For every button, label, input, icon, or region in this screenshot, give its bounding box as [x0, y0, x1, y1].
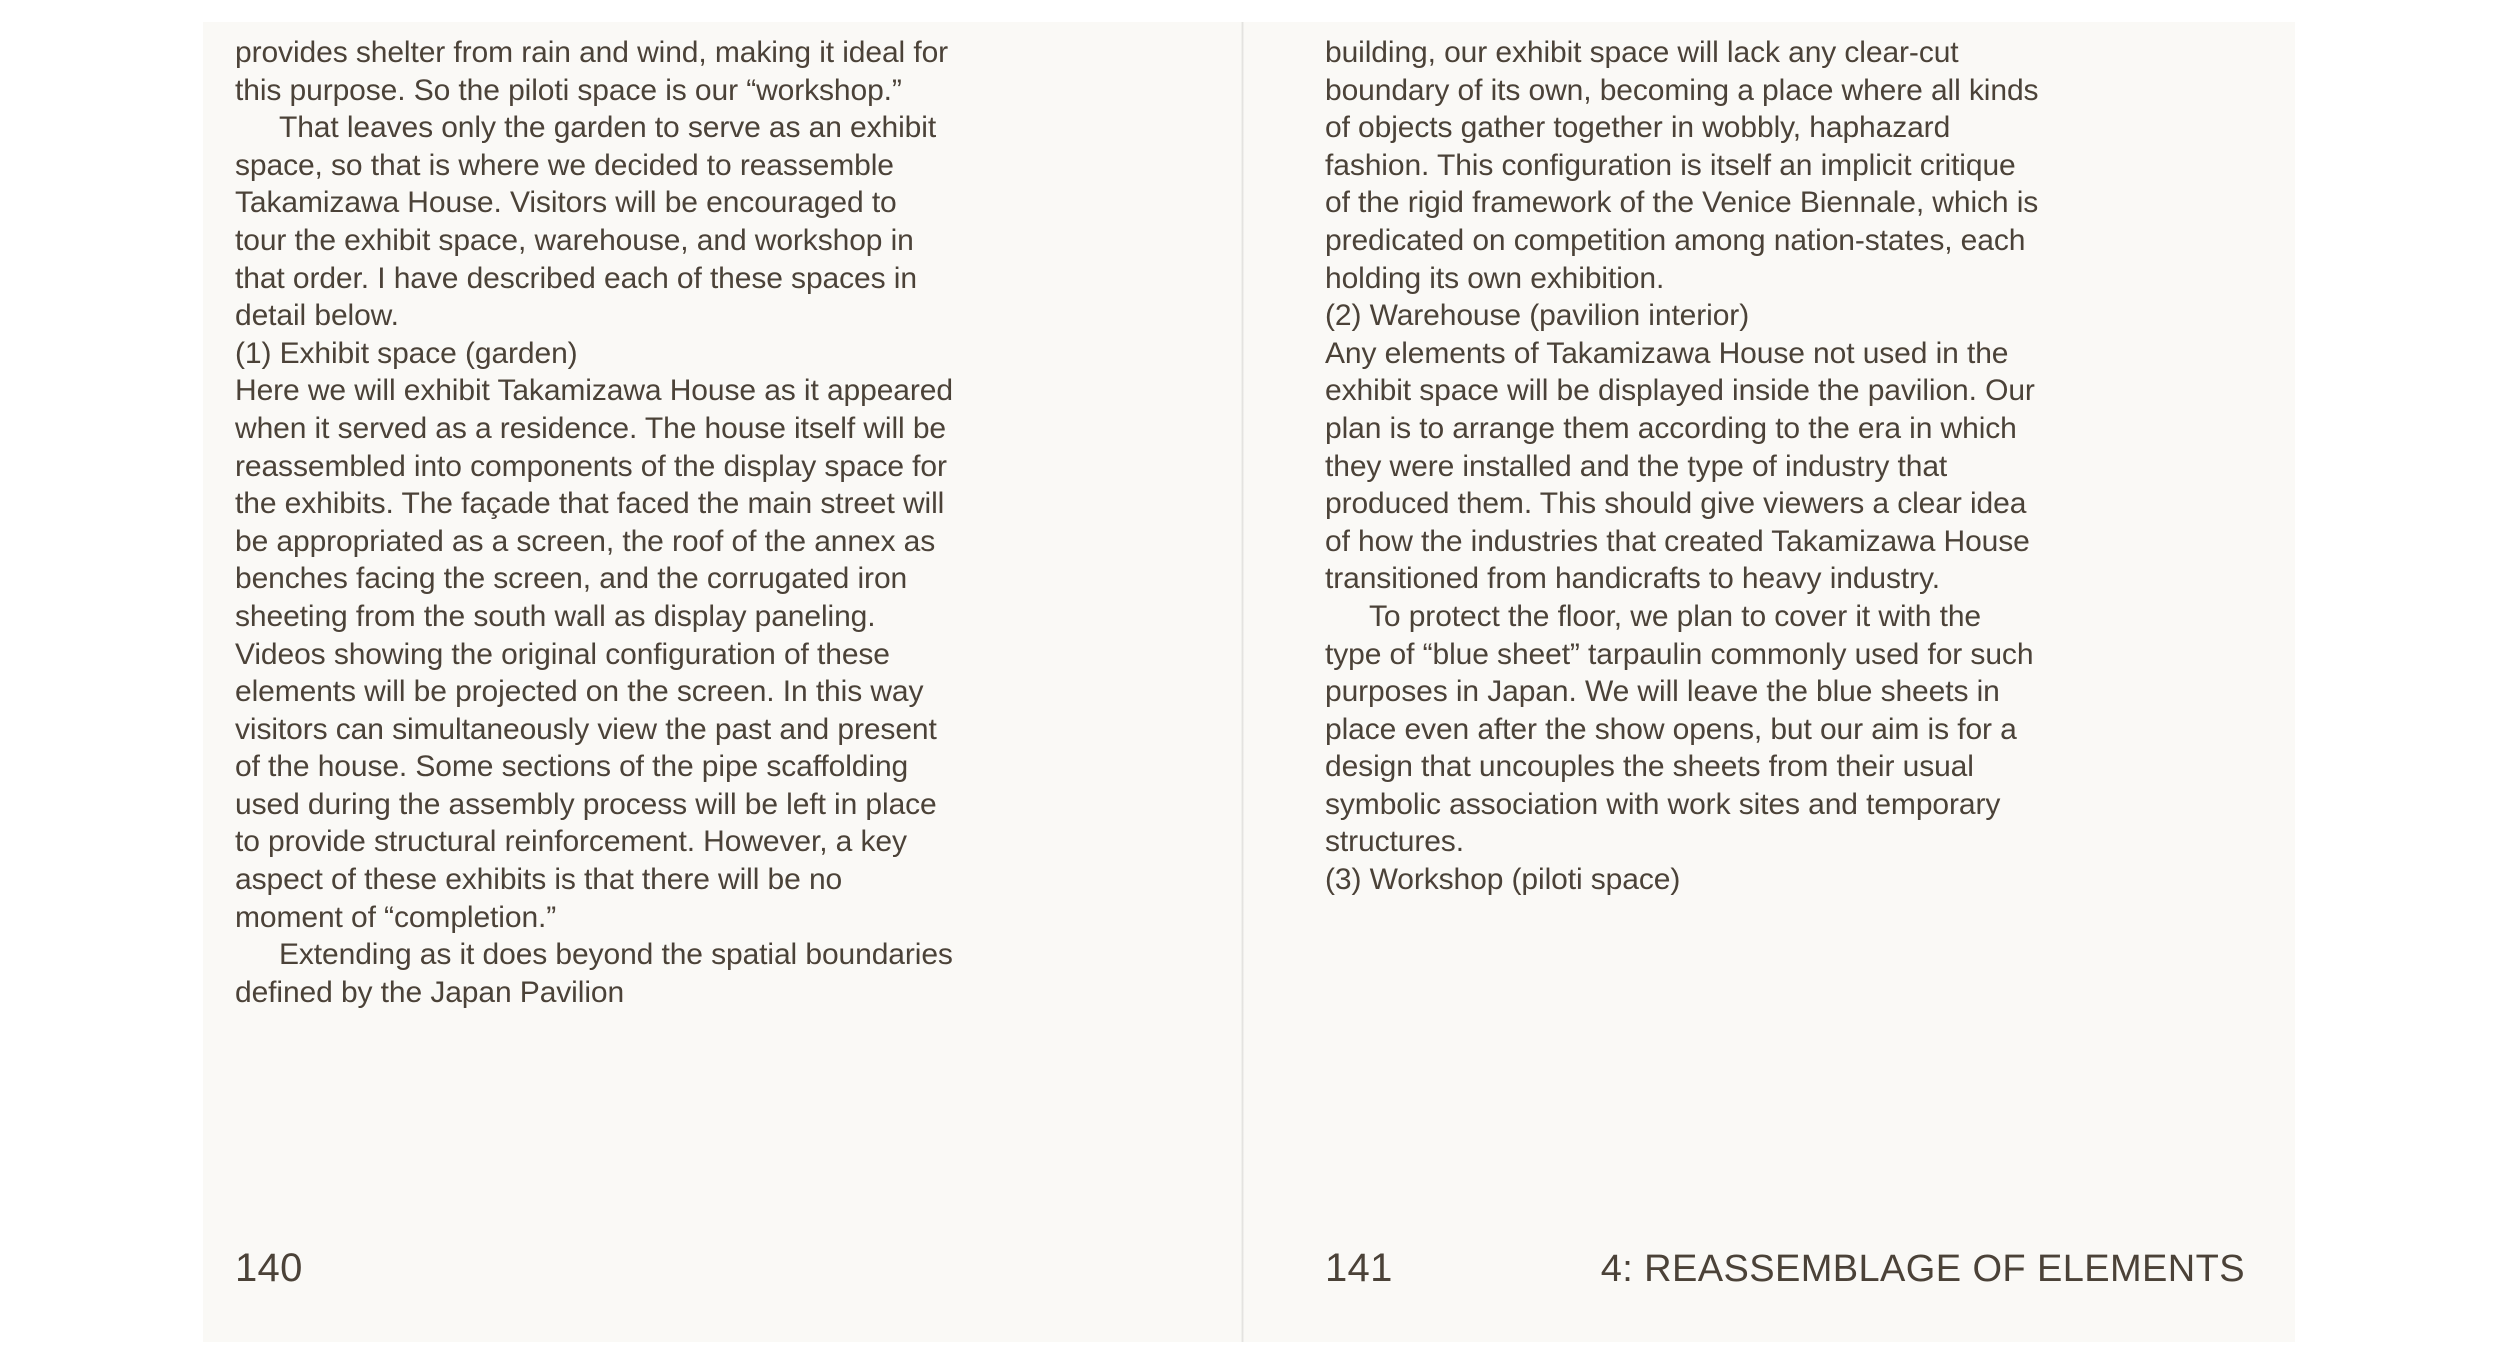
right-page-textblock	[1325, 34, 2045, 899]
right-page	[1244, 22, 2295, 1342]
left-page-footer	[235, 1246, 1215, 1294]
paragraph: Extending as it does beyond the spatial boundaries defined by the Japan Pavilion	[235, 938, 953, 1009]
paragraph: Any elements of Takamizawa House not used in the exhibit space will be displayed inside the pavilion. Our plan is to arrange them according to the era in which they were installed and the type of industry that produced them. This should give viewers a clear idea of how the industries that created Takamizawa House transitioned from handicrafts to heavy industry.	[1325, 336, 2035, 596]
left-page	[203, 22, 1241, 1342]
paragraph: Here we will exhibit Takamizawa House as it appeared when it served as a residence. The house itself will be reassembled into components of the display space for the exhibits. The façade that faced the main street will be appropriated as a screen, the roof of the annex as benches facing the screen, and the corrugated iron sheeting from the south wall as display paneling. Videos showing the original configuration of these elements will be projected on the screen. In this way visitors can simultaneously view the past and present of the house. Some sections of the pipe scaffolding used during the assembly process will be left in place to provide structural reinforcement. However, a key aspect of these exhibits is that there will be no moment of “completion.”	[235, 374, 953, 934]
right-page-footer	[1325, 1246, 2245, 1294]
paragraph: That leaves only the garden to serve as an exhibit space, so that is where we decided to reassemble Takamizawa House. Visitors will be encouraged to tour the exhibit space, warehouse, and workshop in that order. I have described each of these spaces in detail below.	[235, 111, 937, 333]
paragraph: building, our exhibit space will lack any clear-cut boundary of its own, becoming a place where all kinds of objects gather together in wobbly, haphazard fashion. This configuration is itself an implicit critique of the rigid framework of the Venice Biennale, which is predicated on competition among nation-states, each holding its own exhibition.	[1325, 36, 2039, 295]
page-number: 140	[235, 1246, 303, 1290]
section-heading: (1) Exhibit space (garden)	[235, 336, 578, 370]
running-head: 4: REASSEMBLAGE OF ELEMENTS	[1600, 1248, 2245, 1290]
section-heading: (2) Warehouse (pavilion interior)	[1325, 299, 1750, 333]
paragraph: To protect the floor, we plan to cover it with the type of “blue sheet” tarpaulin commonly used for such purposes in Japan. We will leave the blue sheets in place even after the show opens, but our aim is for a design that uncouples the sheets from their usual symbolic association with work sites and temporary structures.	[1325, 599, 2034, 859]
section-heading: (3) Workshop (piloti space)	[1325, 863, 1681, 897]
page-number: 141	[1325, 1246, 1393, 1290]
left-page-textblock	[235, 34, 955, 1011]
paragraph: provides shelter from rain and wind, making it ideal for this purpose. So the piloti space is our “workshop.”	[235, 36, 949, 107]
